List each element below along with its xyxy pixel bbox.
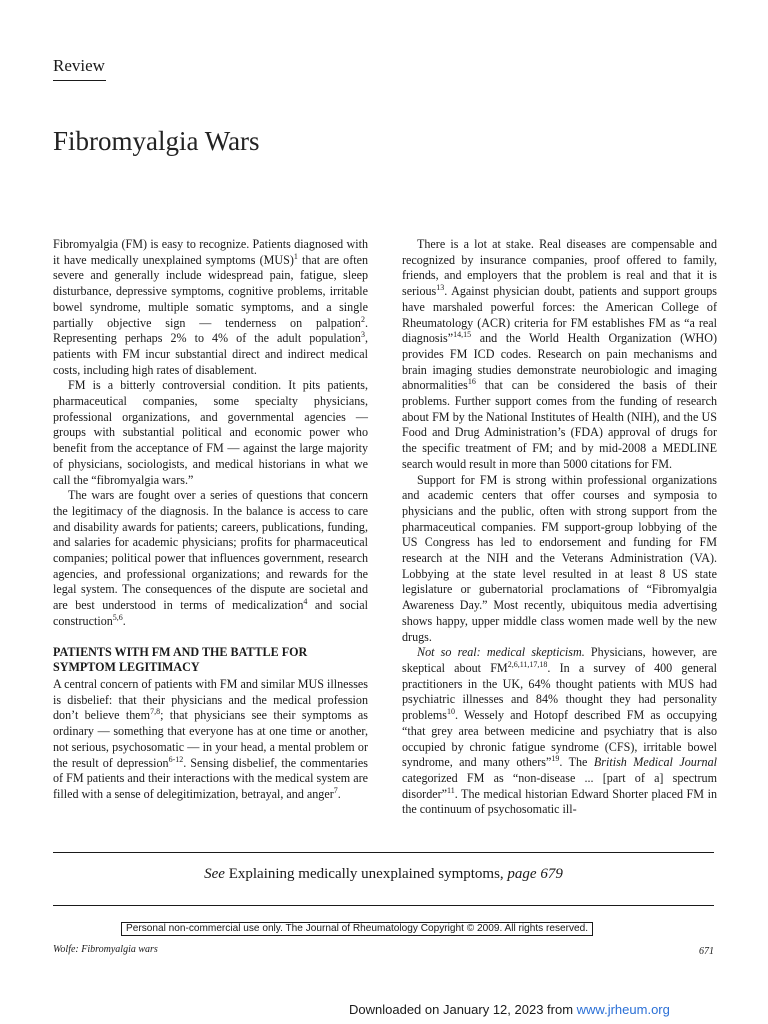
see-page: page 679 xyxy=(507,866,563,882)
page-number: 671 xyxy=(699,946,714,957)
left-column xyxy=(53,237,368,803)
text-run: The wars are fought over a series of questions that concern the legitimacy of the diagnosis. In the balance is access to care and disability awards for patients; careers, publications, funding, and salaries for academic physicians; profits for pharmaceutical companies; political power that influences government, research agencies, and professional organizations; and rewards for the legal system. The consequences of the dispute are societal and are best understood in terms of medicalization xyxy=(53,488,368,613)
text-run: There is a lot at stake. Real diseases are compensable and recognized by insurance companies, proof offered to family, friends, and employers that the problem is real and that it is serious xyxy=(402,237,717,299)
citation: 1 xyxy=(293,251,298,261)
text-run: ; that physicians see their symptoms as ordinary — something that everyone has at one time or another, not serious, psychosomatic — in your head, a mental problem or the result of depression xyxy=(53,708,368,770)
download-text: Downloaded on January 12, 2023 from xyxy=(349,1002,577,1017)
paragraph-intro xyxy=(53,237,368,378)
jrheum-link[interactable]: www.jrheum.org xyxy=(576,1002,670,1017)
text-run: . xyxy=(337,786,341,801)
text-run: . In a survey of 400 general practitioners in the UK, 64% thought patients with MUS had psychiatric illnesses and 84% thought they had personality problems xyxy=(402,660,717,723)
text-run: , patients with FM incur substantial direct and indirect medical costs, including high rates of disablement. xyxy=(53,331,368,377)
paragraph-controversy: FM is a bitterly controversial condition. It pits patients, pharmaceutical companies, some specialty physicians, professional organizations, and governmental agencies — groups with substantial political and economic power who benefit from the acceptance of FM — against the large majority of physicians, sociologists, and medical historians in what we call the “fibromyalgia wars.” xyxy=(53,378,368,487)
text-run: and social construction xyxy=(53,598,368,628)
running-head: Wolfe: Fibromyalgia wars xyxy=(53,944,158,955)
see-text: Explaining medically unexplained symptoms, xyxy=(224,866,508,882)
text-run: . Sensing disbelief, the commentaries of FM patients and their interactions with the medical system are filled with a sense of delegitimization, betrayal, and anger xyxy=(53,755,368,801)
citation: 14,15 xyxy=(453,330,472,340)
divider-top xyxy=(53,852,714,853)
citation: 16 xyxy=(467,377,476,387)
copyright-notice: Personal non-commercial use only. The Journal of Rheumatology Copyright © 2009. All rights reserved. xyxy=(121,922,593,936)
text-run: . The xyxy=(559,755,594,770)
section-label: Review xyxy=(53,56,105,75)
text-run: that are often severe and generally include widespread pain, fatigue, sleep disturbance, depressive symptoms, cognitive problems, irritable bowel syndrome, multiple somatic symptoms, and a single partially objective sign — tenderness on palpation xyxy=(53,252,368,330)
article-title: Fibromyalgia Wars xyxy=(53,126,260,156)
citation: 4 xyxy=(303,597,308,607)
text-run: Fibromyalgia (FM) is easy to recognize. Patients diagnosed with it have medically unexplained symptoms (MUS) xyxy=(53,237,368,267)
right-column xyxy=(402,237,717,818)
citation: 2 xyxy=(360,314,365,324)
section-underline xyxy=(53,80,106,81)
citation: 11 xyxy=(447,785,455,795)
text-run: and the World Health Organization (WHO) provides FM ICD codes. Research on pain mechanisms and brain imaging studies demonstrate neurobiologic and imaging abnormalities xyxy=(402,331,717,393)
citation: 6-12 xyxy=(168,754,184,764)
citation: 7 xyxy=(333,785,338,795)
see-also xyxy=(53,864,714,884)
see-label: See xyxy=(204,866,225,882)
text-run: that can be considered the basis of their problems. Further support comes from the funding of research about FM by the National Institutes of Health (NIH), and the US Food and Drug Administration’s (FDA) approval of drugs for the specific treatment of FM; and by mid-2008 a MEDLINE search would result in more than 5000 citations for FM. xyxy=(402,378,717,471)
citation: 13 xyxy=(436,283,445,293)
citation: 19 xyxy=(551,754,560,764)
citation: 3 xyxy=(360,330,365,340)
text-run: A central concern of patients with FM and similar MUS illnesses is disbelief: that their physicians and the medical profession don’t believe them xyxy=(53,676,368,723)
section-heading: PATIENTS WITH FM AND THE BATTLE FOR SYMPTOM LEGITIMACY xyxy=(53,644,308,675)
paragraph-disbelief xyxy=(53,677,368,803)
citation: 7,8 xyxy=(150,707,161,717)
citation: 2,6,11,17,18 xyxy=(507,659,548,669)
citation: 10 xyxy=(447,707,456,717)
paragraph-skepticism xyxy=(402,645,717,818)
run-in-heading: Not so real: medical skepticism. xyxy=(417,645,585,660)
paragraph-stakes xyxy=(402,237,717,473)
citation: 5,6 xyxy=(112,612,123,622)
download-notice xyxy=(349,1002,670,1018)
text-run: Physicians, however, are skeptical about FM xyxy=(402,645,717,675)
text-run: . xyxy=(122,613,126,628)
paragraph-support: Support for FM is strong within professional organizations and academic centers that offer courses and symposia to physicians and the public, often with strong support from the pharmaceutical companies. FM support-group lobbying of the US Congress has led to endorsement and funding for FM research at the NIH and the Veterans Administration (VA). Lobbying at the state level resulted in at least 8 US state legislature or gubernatorial proclamations of “Fibromyalgia Awareness Day.” Most recently, ubiquitous media advertising shows happy, upper middle class women made well by the new drugs. xyxy=(402,472,717,644)
paragraph-wars xyxy=(53,488,368,629)
text-run: . Wessely and Hotopf described FM as occupying “that grey area between medicine and psychiatry that is also occupied by chronic fatigue syndrome (CFS), irritable bowel syndrome, and many others” xyxy=(402,708,717,770)
text-run: categorized FM as “non-disease ... [part of a] spectrum disorder” xyxy=(402,770,717,801)
divider-bottom xyxy=(53,905,714,906)
journal-name: British Medical Journal xyxy=(593,755,717,770)
text-run: . Representing perhaps 2% to 4% of the adult population xyxy=(53,315,368,346)
text-run: . The medical historian Edward Shorter placed FM in the continuum of psychosomatic ill- xyxy=(402,786,717,817)
text-run: . Against physician doubt, patients and support groups have marshaled powerful forces: the American College of Rheumatology (ACR) criteria for FM establishes FM as “a real diagnosis” xyxy=(402,284,717,346)
